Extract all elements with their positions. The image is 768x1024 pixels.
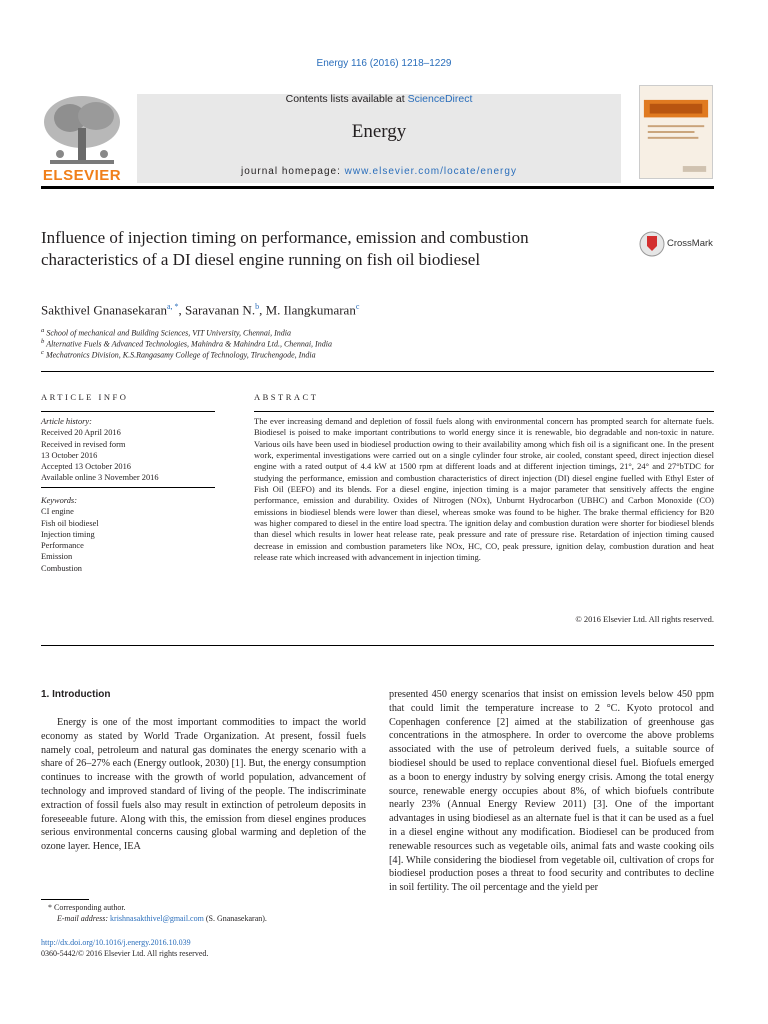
- homepage-link[interactable]: www.elsevier.com/locate/energy: [344, 166, 517, 177]
- affiliation-text: Alternative Fuels & Advanced Technologies, Mahindra & Mahindra Ltd., Chennai, India: [46, 339, 332, 349]
- affiliation-mark: a: [41, 327, 45, 334]
- author-separator: ,: [178, 302, 186, 318]
- author-affiliation-mark[interactable]: b: [255, 302, 260, 311]
- journal-name: Energy: [351, 121, 407, 142]
- author-affiliation-mark[interactable]: c: [355, 302, 360, 311]
- homepage-prefix: journal homepage:: [241, 166, 345, 177]
- affiliation-c: [41, 349, 316, 360]
- footnote-rule: [41, 899, 89, 900]
- author-list: [41, 302, 359, 318]
- keyword-item: Injection timing: [41, 529, 95, 539]
- author-name[interactable]: M. Ilangkumaran: [265, 302, 356, 318]
- affiliation-mark: b: [41, 338, 45, 345]
- body-column-left: Energy is one of the most important commodities to impact the world economy as stated by World Trade Organization. At present, fossil fuels namely coal, petroleum and natural gas dominates the energy scenario with a share of 26–27% each (Energy outlook, 2030) [1]. But, the energy consumption continues to increase with the growth of world population, advancement of technology and improved standard of living of the people. The indiscriminate extraction of fossil fuels also may result in extinction of petroleum deposits in foreseeable future. Along with this, the emission from diesel engines produces serious environmental concerns causing global warming and depletion of the ozone layer. Hence, IEA: [41, 717, 366, 853]
- doi-link[interactable]: http://dx.doi.org/10.1016/j.energy.2016.10.039: [41, 938, 191, 947]
- author-separator: ,: [259, 302, 266, 318]
- email-note: [57, 914, 267, 923]
- sciencedirect-link[interactable]: ScienceDirect: [407, 93, 473, 105]
- journal-citation[interactable]: [0, 58, 768, 69]
- doi[interactable]: [41, 938, 191, 947]
- history-item: Accepted 13 October 2016: [41, 462, 131, 472]
- keyword-item: CI engine: [41, 507, 74, 517]
- keyword-item: Combustion: [41, 563, 82, 573]
- author-affiliation-mark[interactable]: a, *: [166, 302, 179, 311]
- history-item: Received 20 April 2016: [41, 428, 121, 438]
- keywords-rule: [41, 487, 215, 488]
- keywords-label: Keywords:: [41, 496, 77, 505]
- affiliation-a: [41, 327, 291, 338]
- journal-homepage: [137, 166, 621, 177]
- affiliation-text: Mechatronics Division, K.S.Rangasamy College of Technology, Tiruchengode, India: [45, 350, 316, 360]
- header-rule: [41, 186, 714, 189]
- abstract-bottom-rule: [41, 645, 714, 646]
- citation-link[interactable]: Energy 116 (2016) 1218–1229: [316, 58, 452, 69]
- article-info-heading: ARTICLE INFO: [41, 392, 129, 402]
- corresponding-author-note: * Corresponding author.: [48, 903, 126, 912]
- affiliation-mark: c: [41, 349, 44, 356]
- section-rule: [41, 371, 714, 372]
- crossmark-label: CrossMark: [667, 238, 713, 249]
- keyword-item: Fish oil biodiesel: [41, 518, 99, 528]
- body-column-right: presented 450 energy scenarios that insist on emission levels below 450 ppm that could limit the temperature increase to 2 °C. Kyoto protocol and Copenhagen conference [2] aimed at the stabilization of greenhouse gas concentrations in the atmosphere. In order to overcome the above problems associated with the use of petroleum derived fuels, a suitable source of biodiesel should be used to replace conventional diesel fuel. Biofuels emerged as a boon to energy industry by solving energy crisis. Among the total energy source, renewable energy occupies about 8%, of which biofuels contribute nearly 23% (Annual Energy Review 2011) [3]. One of the important advantages in using biodiesel as an alternate fuel is that it can be used as a fuel in a diesel engine without any modification. Biodiesel can be produced from renewable resources such as vegetable oils, animal fats and waste cooking oils [4]. While considering the biodiesel from vegetable oil, cultivation of crops for biodiesel production poses a threat to food security and contributes to decline in soil fertility. The oil percentage and the yield per: [389, 689, 714, 894]
- author-name[interactable]: Sakthivel Gnanasekaran: [41, 302, 167, 318]
- affiliation-b: [41, 338, 332, 349]
- article-info-rule: [41, 411, 215, 412]
- affiliation-text: School of mechanical and Building Sciences, VIT University, Chennai, India: [46, 328, 292, 338]
- article-title: Influence of injection timing on performance, emission and combustion characteristics of a DI diesel engine running on fish oil biodiesel: [41, 228, 529, 269]
- abstract-rule: [254, 411, 714, 412]
- email-link[interactable]: krishnasakthivel@gmail.com: [110, 914, 204, 923]
- email-suffix: (S. Gnanasekaran).: [203, 914, 267, 923]
- issn-copyright: 0360-5442/© 2016 Elsevier Ltd. All rights reserved.: [41, 949, 209, 958]
- elsevier-tree-logo: [40, 92, 124, 178]
- history-item: Received in revised form: [41, 439, 126, 449]
- history-item: Available online 3 November 2016: [41, 473, 159, 483]
- author-name[interactable]: Saravanan N.: [185, 302, 256, 318]
- contents-prefix: Contents lists available at: [285, 93, 408, 105]
- abstract-copyright: © 2016 Elsevier Ltd. All rights reserved.: [575, 614, 714, 624]
- contents-line: [137, 93, 621, 105]
- crossmark-button[interactable]: [639, 230, 719, 258]
- journal-cover-image[interactable]: [639, 85, 713, 179]
- keywords: [41, 495, 99, 574]
- section-heading-introduction: 1. Introduction: [41, 689, 111, 700]
- abstract-text: The ever increasing demand and depletion of fossil fuels along with environmental concern has prompted search for alternate fuels. Biodiesel is poised to make important contributions to world energy since it is renewable, bio degradable and non-toxic in nature. Various oils have been used in biodiesel production owing to their availability among which fish oil is a significant one. In the present work, experimental investigations were carried out on a single cylinder four stroke, air cooled, constant speed, direct injection diesel engine with a rated output of 4.4 kW at 1500 rpm at different loads and at different injection timings, 21°, 24° and 27°bTDC for studying the performance, emission and combustion characteristics of direct injection (DI) diesel engine fuelled with Ethyl Ester of Fish Oil (EEFO) and its blends. For a diesel engine, injection timing is a major parameter that sensitively affects the engine performance, emission and durability. Oxides of Nitrogen (NOx), Unburnt Hydrocarbon (UBHC) and Carbon Monoxide (CO) emissions in biodiesel blends were lower than diesel, whereas smoke was found to be higher. The brake thermal efficiency for B20 was higher compared to diesel in the entire load spectra. The ignition delay and combustion duration were shorter for biodiesel blends than diesel which results in lower heat release rate, peak pressure and rate of pressure rise. Retardation of injection timing caused decrease in emission and combustion parameters like NOx, HC, CO, peak pressure, ignition delay, combustion duration and heat release rate which increased with advancement in injection timing.: [254, 416, 714, 563]
- history-label: Article history:: [41, 417, 92, 426]
- crossmark-icon: [639, 230, 665, 258]
- history-item: 13 October 2016: [41, 450, 98, 460]
- elsevier-wordmark: ELSEVIER: [42, 167, 122, 184]
- keyword-item: Performance: [41, 541, 84, 551]
- keyword-item: Emission: [41, 552, 73, 562]
- abstract-heading: ABSTRACT: [254, 392, 319, 402]
- email-label: E-mail address:: [57, 914, 111, 923]
- article-history: [41, 416, 159, 484]
